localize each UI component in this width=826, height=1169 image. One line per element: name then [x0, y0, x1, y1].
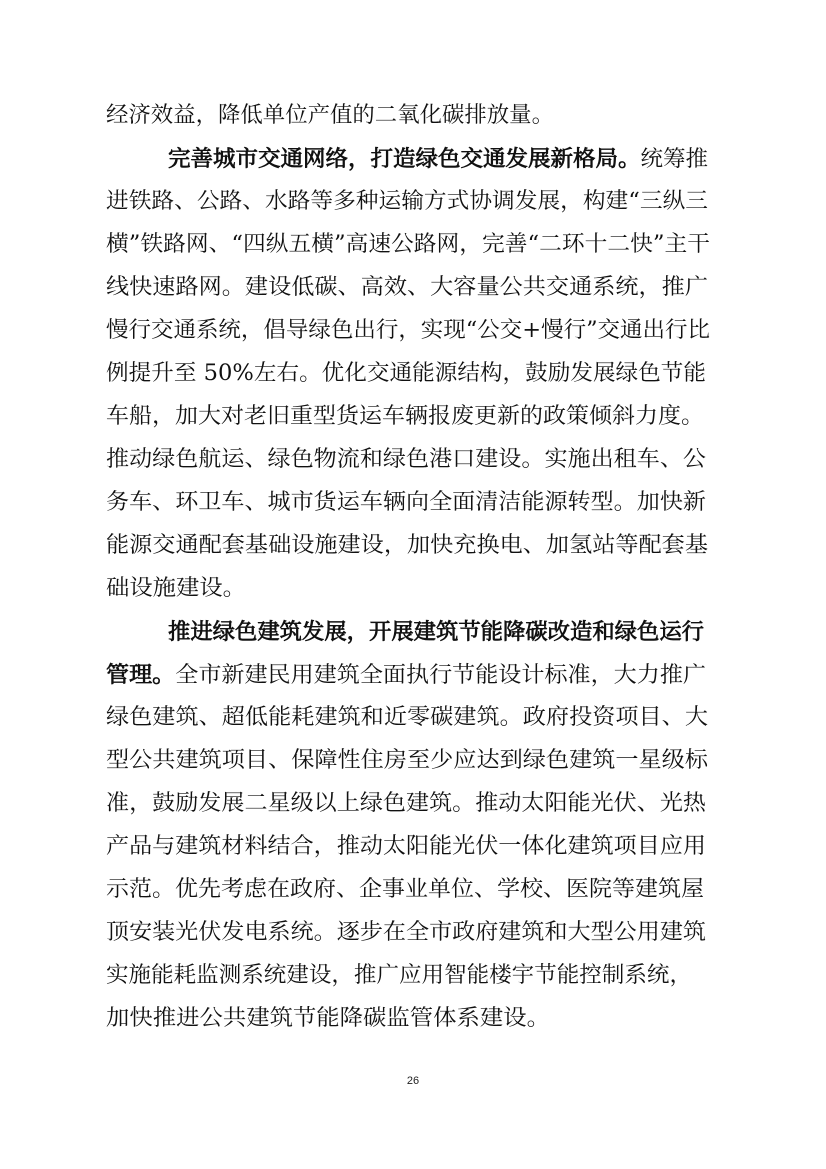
- page-number: 26: [406, 1075, 420, 1087]
- body-text-run: 车船，加大对老旧重型货运车辆报废更新的政策倾斜力度。: [106, 404, 704, 429]
- body-text-run: 慢行交通系统，倡导绿色出行，实现“公交+慢行”交通出行比: [106, 318, 710, 343]
- text-line: [0, 98, 826, 134]
- bold-heading-text: 完善城市交通网络，打造绿色交通发展新格局。: [168, 146, 641, 172]
- text-line: [0, 270, 826, 306]
- body-text-run: 横”铁路网、“四纵五横”高速公路网，完善“二环十二快”主干: [106, 232, 710, 257]
- line-content: [106, 700, 708, 736]
- body-text-run: 绿色建筑、超低能耗建筑和近零碳建筑。政府投资项目、大: [106, 705, 708, 730]
- line-content: [106, 1001, 550, 1037]
- text-line: [0, 958, 826, 994]
- line-content: [106, 571, 246, 607]
- body-text-run: 顶安装光伏发电系统。逐步在全市政府建筑和大型公用建筑: [106, 920, 706, 945]
- body-text-run: 统筹推: [640, 147, 708, 172]
- text-line: [0, 700, 826, 736]
- text-line: [0, 442, 826, 478]
- body-text-run: 础设施建设。: [106, 576, 246, 601]
- line-content: [168, 614, 704, 651]
- body-text-run: 全市新建民用建筑全面执行节能设计标准，大力推广: [175, 663, 706, 688]
- text-line: [0, 356, 826, 392]
- body-text-run: 准，鼓励发展二星级以上绿色建筑。推动太阳能光伏、光热: [106, 791, 706, 816]
- line-content: [106, 528, 708, 564]
- body-text-run: 例提升至 50%左右。优化交通能源结构，鼓励发展绿色节能: [106, 361, 706, 386]
- line-content: [106, 442, 706, 478]
- text-line: [0, 485, 826, 521]
- bold-heading-text: 管理。: [106, 662, 176, 688]
- line-content: [106, 872, 704, 908]
- line-content: [106, 485, 706, 521]
- body-text-run: 示范。优先考虑在政府、企事业单位、学校、医院等建筑屋: [106, 877, 704, 902]
- text-line: [0, 313, 826, 349]
- bold-heading-text: 推进绿色建筑发展，开展建筑节能降碳改造和绿色运行: [168, 619, 704, 645]
- line-content: [106, 743, 708, 779]
- body-text-run: 务车、环卫车、城市货运车辆向全面清洁能源转型。加快新: [106, 490, 706, 515]
- body-text-run: 型公共建筑项目、保障性住房至少应达到绿色建筑一星级标: [106, 748, 708, 773]
- body-text-run: 产品与建筑材料结合，推动太阳能光伏一体化建筑项目应用: [106, 834, 706, 859]
- text-line: [0, 528, 826, 564]
- text-line: [0, 571, 826, 607]
- line-content: [106, 313, 710, 349]
- line-content: [106, 184, 708, 220]
- text-line: [0, 829, 826, 865]
- body-text-run: 经济效益，降低单位产值的二氧化碳排放量。: [106, 103, 554, 128]
- text-line: [0, 872, 826, 908]
- text-line: [0, 1001, 826, 1037]
- text-line: [0, 614, 826, 650]
- line-content: [106, 657, 706, 694]
- body-text-run: 推动绿色航运、绿色物流和绿色港口建设。实施出租车、公: [106, 447, 706, 472]
- line-content: [106, 270, 708, 306]
- text-line: [0, 141, 826, 177]
- line-content: [106, 98, 554, 134]
- text-line: [0, 915, 826, 951]
- text-line: [0, 657, 826, 693]
- body-text-run: 能源交通配套基础设施建设，加快充换电、加氢站等配套基: [106, 533, 708, 558]
- line-content: [168, 141, 708, 178]
- line-content: [106, 227, 710, 263]
- body-text-run: 进铁路、公路、水路等多种运输方式协调发展，构建“三纵三: [106, 189, 708, 214]
- body-text-run: 加快推进公共建筑节能降碳监管体系建设。: [106, 1006, 550, 1031]
- line-content: [106, 786, 706, 822]
- text-line: [0, 227, 826, 263]
- line-content: [106, 958, 692, 994]
- text-line: [0, 399, 826, 435]
- line-content: [106, 399, 704, 435]
- line-content: [106, 829, 706, 865]
- line-content: [106, 356, 706, 392]
- text-line: [0, 786, 826, 822]
- body-text-run: 实施能耗监测系统建设，推广应用智能楼宇节能控制系统，: [106, 963, 692, 988]
- text-line: [0, 184, 826, 220]
- line-content: [106, 915, 706, 951]
- text-line: [0, 743, 826, 779]
- body-text-run: 线快速路网。建设低碳、高效、大容量公共交通系统，推广: [106, 275, 708, 300]
